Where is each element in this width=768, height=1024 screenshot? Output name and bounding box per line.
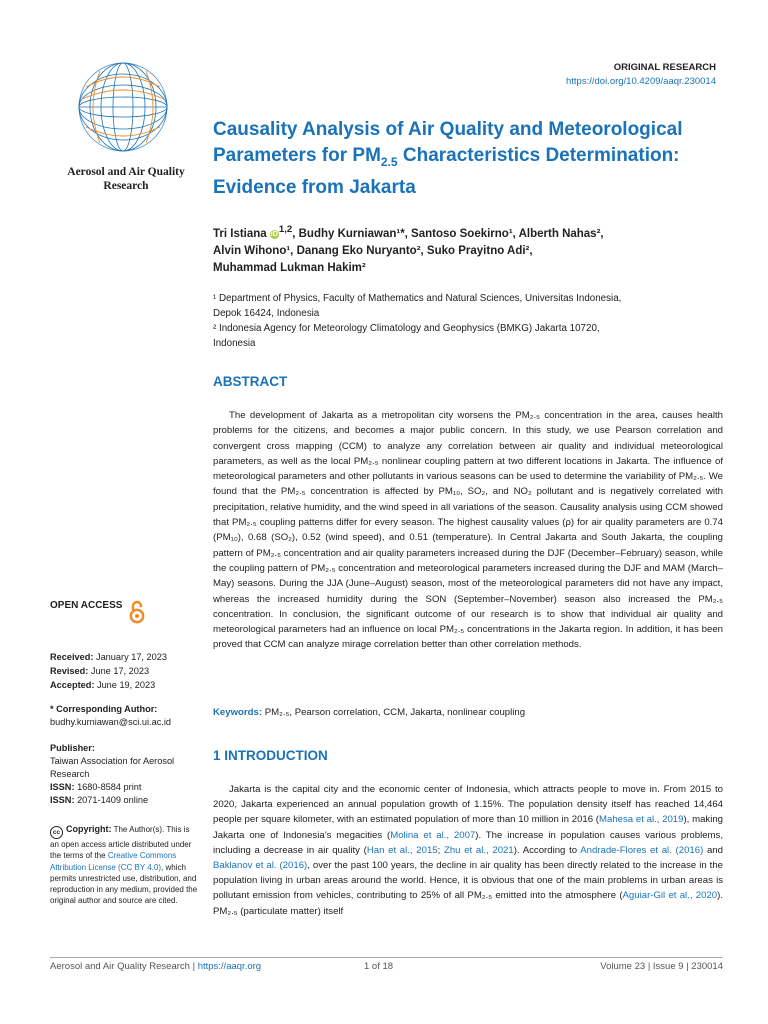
open-access-lock-icon [128, 600, 146, 624]
intro-text: ). The increase in population causes various problems, including a decrease in air quality ( [213, 829, 723, 856]
intro-text: and [703, 844, 723, 856]
abstract-body [213, 408, 723, 653]
abstract-heading: ABSTRACT [213, 374, 288, 389]
authors-line-3: Muhammad Lukman Hakim² [213, 261, 366, 274]
title-line-2a: Parameters for PM [213, 145, 381, 166]
article-title [213, 117, 723, 201]
publisher-label: Publisher: [50, 743, 95, 753]
page-number: 1 of 18 [364, 961, 394, 972]
accepted-date: Accepted: June 19, 2023 [50, 680, 156, 690]
intro-text: ), making Jakarta one of Indonesia’s megacities ( [213, 814, 724, 841]
license-link[interactable]: Creative Commons Attribution License (CC BY 4.0) [50, 851, 177, 872]
author-first-affil: 1,2 [278, 224, 293, 235]
issn-print: ISSN: 1680-8584 print [50, 782, 142, 792]
copyright-notice [50, 824, 200, 907]
footer-divider [50, 957, 723, 958]
issn-online: ISSN: 2071-1409 online [50, 795, 149, 805]
doi-link[interactable]: https://doi.org/10.4209/aaqr.230014 [565, 76, 716, 87]
copyright-text: The Author(s). This is an open access article distributed under the terms of the [50, 825, 192, 861]
affiliation-2-cont: Indonesia [213, 338, 256, 349]
author-list [213, 221, 723, 277]
orcid-icon[interactable]: iD [270, 230, 278, 238]
intro-text: ). PM₂.₅ (particulate matter) itself [213, 890, 723, 917]
title-line-3: Evidence from Jakarta [213, 176, 416, 198]
intro-text: , over the past 100 years, the decline in air quality has been directly related to the increase in the population living in urban areas around the world. Hence, it is obvious that one of the main problems in urban areas is pollutant emission from vehicles, contributing to 25% of all PM₂.₅ emitted into the atmosphere ( [213, 860, 723, 902]
publisher-name: Taiwan Association for Aerosol Research [50, 756, 175, 779]
intro-text: ; [437, 844, 444, 856]
affiliation-1: ¹ Department of Physics, Faculty of Mathematics and Natural Sciences, Universitas Indonesia, [213, 293, 622, 304]
introduction-paragraph [213, 782, 723, 919]
abstract-text: The development of Jakarta as a metropolitan city worsens the PM₂.₅ concentration in the area, causes health problems for the citizens, and becomes a major public concern. In this study, we use Pearson correlation and convergent cross mapping (CCM) to analyze any correlation between air quality and individual meteorological parameters, as well as the local PM₂.₅ nonlinear coupling pattern at two different locations in Jakarta. The influence of meteorological parameters and other pollutants in various seasons can be used to determine the variability of PM₂.₅. We found that the PM₂.₅ concentration is affected by PM₁₀, SO₂, and NO₂ pollutant and is negatively correlated with precipitation, relative humidity, and the wind speed in all variations of the season. Causality analysis using CCM showed that PM₂.₅ coupling patterns differ for every season. The highest causality values (ρ) for air quality parameters are 0.74 (PM₁₀), 0.68 (SO₂), 0.52 (wind speed), and 0.51 (temperature). In Central Jakarta and South Jakarta, the coupling pattern of PM₂.₅ concentration and air quality parameters increased during the DJF (December–February) season, while the coupling pattern of PM₂.₅ concentration and meteorological parameters increased during the DJF and MAM (March–May) seasons. During the JJA (June–August) season, most of the meteorological parameters did not have any impact, whereas the increased humidity during the SON (September–November) season also increased the PM₂.₅ concentration. In conclusion, the significant outcome of our research is to show that individual air quality and meteorological parameters had an influence on local PM₂.₅ concentrations in the Jakarta region. In addition, it has been proved that CCM can analyze mirage correlation better than other correlation methods. [213, 410, 723, 651]
article-type-label: ORIGINAL RESEARCH [613, 62, 716, 73]
title-subscript: 2.5 [380, 154, 398, 169]
keywords-label: Keywords: [213, 707, 263, 718]
received-date: Received: January 17, 2023 [50, 652, 167, 662]
keywords [213, 707, 723, 718]
journal-name: Aerosol and Air Quality Research [67, 166, 185, 192]
corresponding-author-label: * Corresponding Author: [50, 704, 158, 714]
title-line-1: Causality Analysis of Air Quality and Meteorological [213, 119, 683, 140]
volume-info: Volume 23 | Issue 9 | 230014 [600, 961, 723, 972]
citation-link[interactable]: Han et al., 2015 [366, 844, 438, 856]
intro-text: ). According to [513, 844, 581, 856]
copyright-label: Copyright: [66, 824, 112, 834]
authors-line-1: , Budhy Kurniawan¹*, Santoso Soekirno¹, Alberth Nahas², [292, 227, 604, 240]
publisher-info [50, 742, 210, 807]
author-first: Tri Istiana [213, 227, 267, 240]
affiliation-2: ² Indonesia Agency for Meteorology Climatology and Geophysics (BMKG) Jakarta 10720, [213, 323, 600, 334]
intro-text: Jakarta is the capital city and the economic center of Indonesia, which attracts people to move in. From 2015 to 2020, Jakarta experienced an annual population growth of 1.15%. The population density itself has reached 14,464 people per square kilometer, with an estimated population of more than 10 million in 2016 ( [213, 784, 723, 826]
citation-link[interactable]: Zhu et al., 2021 [443, 844, 514, 856]
introduction-heading: 1 INTRODUCTION [213, 748, 328, 763]
affiliations [213, 291, 723, 351]
footer-journal [50, 961, 261, 972]
title-line-2b: Characteristics Determination: [397, 145, 680, 166]
citation-link[interactable]: Andrade-Flores et al. (2016) [580, 844, 704, 856]
creative-commons-icon: cc [50, 826, 63, 839]
footer-journal-name: Aerosol and Air Quality Research | [50, 961, 198, 972]
keywords-text: PM₂.₅, Pearson correlation, CCM, Jakarta, nonlinear coupling [262, 707, 526, 718]
introduction-body [213, 782, 723, 919]
open-access-label: OPEN ACCESS [50, 600, 123, 611]
citation-link[interactable]: Mahesa et al., 2019 [599, 814, 684, 826]
citation-link[interactable]: Molina et al., 2007 [390, 829, 476, 841]
corresponding-author-email[interactable]: budhy.kurniawan@sci.ui.ac.id [50, 717, 171, 727]
revised-date: Revised: June 17, 2023 [50, 666, 150, 676]
footer-url-link[interactable]: https://aaqr.org [197, 961, 262, 972]
authors-line-2: Alvin Wihono¹, Danang Eko Nuryanto², Suko Prayitno Adi², [213, 244, 533, 257]
citation-link[interactable]: Baklanov et al. (2016) [213, 860, 308, 872]
affiliation-1-cont: Depok 16424, Indonesia [213, 308, 320, 319]
corresponding-author [50, 703, 210, 729]
citation-link[interactable]: Aguiar-Gil et al., 2020 [622, 890, 718, 902]
journal-logo-globe [66, 57, 180, 157]
article-dates [50, 650, 167, 692]
copyright-text: , which permits unrestricted use, distribution, and reproduction in any medium, provided the original author and source are cited. [50, 862, 198, 906]
